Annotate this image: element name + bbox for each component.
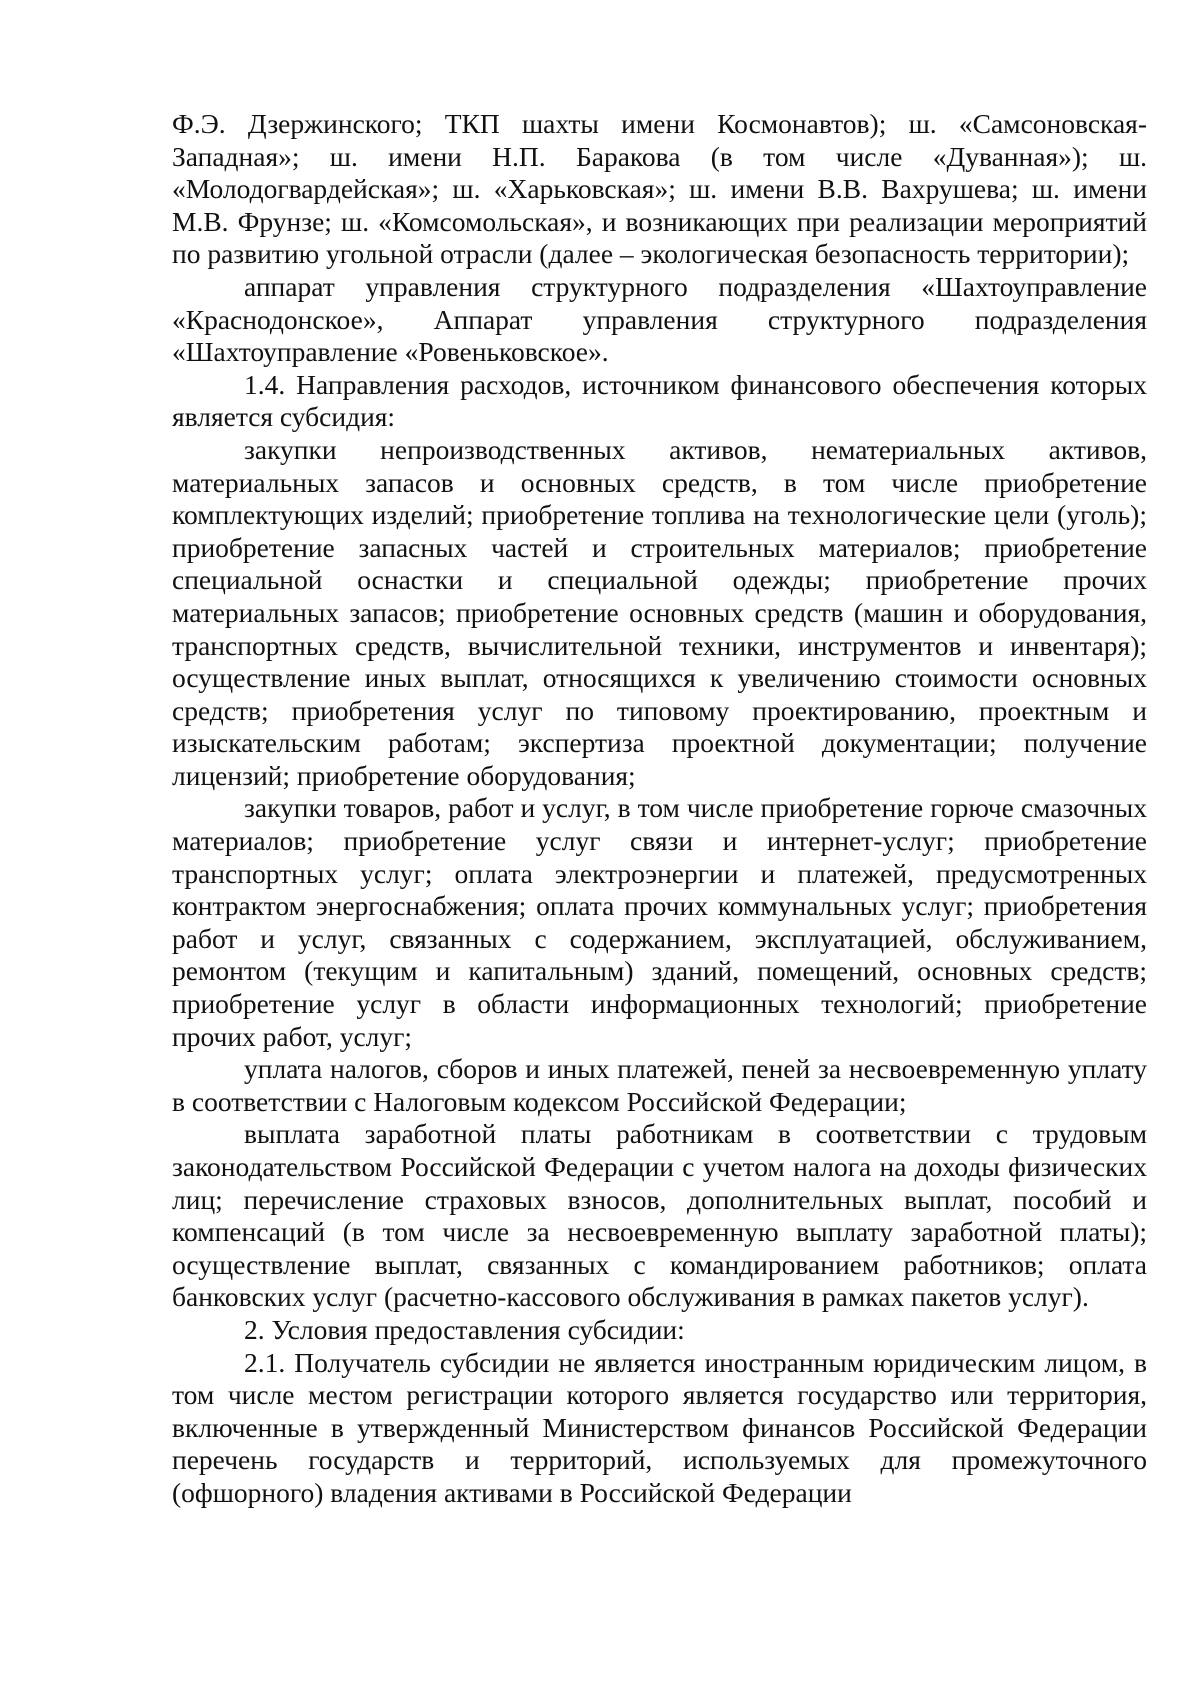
paragraph-non-production-assets: закупки непроизводственных активов, нематериальных активов, материальных запасов и основных средств, в том числе приобретение комплектующих изделий; приобретение топлива на технологические цели (уголь); приобретение запасных частей и строительных материалов; приобретение специальной оснастки и специальной одежды; приобретение прочих материальных запасов; приобретение основных средств (машин и оборудования, транспортных средств, вычислительной техники, инструментов и инвентаря); осуществление иных выплат, относящихся к увеличению стоимости основных средств; приобретения услуг по типовому проектированию, проектным и изыскательским работам; экспертиза проектной документации; получение лицензий; приобретение оборудования; (172, 433, 1147, 791)
paragraph-section-2-1: 2.1. Получатель субсидии не является иностранным юридическим лицом, в том числе местом регистрации которого является государство или территория, включенные в утвержденный Министерством финансов Российской Федерации перечень государств и территорий, используемых для промежуточного (офшорного) владения активами в Российской Федерации (172, 1346, 1147, 1508)
paragraph-goods-works-services: закупки товаров, работ и услуг, в том числе приобретение горюче смазочных материалов; приобретение услуг связи и интернет-услуг; приобретение транспортных услуг; оплата электроэнергии и платежей, предусмотренных контрактом энергоснабжения; оплата прочих коммунальных услуг; приобретения работ и услуг, связанных с содержанием, эксплуатацией, обслуживанием, ремонтом (текущим и капитальным) зданий, помещений, основных средств; приобретение услуг в области информационных технологий; приобретение прочих работ, услуг; (172, 792, 1147, 1052)
document-page (172, 108, 1147, 1510)
paragraph-section-2-heading: 2. Условия предоставления субсидии: (244, 1313, 685, 1345)
paragraph-continuation: Ф.Э. Дзержинского; ТКП шахты имени Космонавтов); ш. «Самсоновская-Западная»; ш. имени Н.П. Баракова (в том числе «Дуванная»); ш. «Молодогвардейская»; ш. «Харьковская»; ш. имени В.В. Вахрушева; ш. имени М.В. Фрунзе; ш. «Комсомольская», и возникающих при реализации мероприятий по развитию угольной отрасли (далее – экологическая безопасность территории); (172, 108, 1147, 270)
paragraph-apparatus: аппарат управления структурного подразделения «Шахтоуправление «Краснодонское», Аппарат управления структурного подразделения «Шахтоуправление «Ровеньковское». (172, 270, 1147, 368)
paragraph-section-1-4: 1.4. Направления расходов, источником финансового обеспечения которых является субсидия: (172, 368, 1147, 433)
paragraph-salaries: выплата заработной платы работникам в соответствии с трудовым законодательством Российской Федерации с учетом налога на доходы физических лиц; перечисление страховых взносов, дополнительных выплат, пособий и компенсаций (в том числе за несвоевременную выплату заработной платы); осуществление выплат, связанных с командированием работников; оплата банковских услуг (расчетно-кассового обслуживания в рамках пакетов услуг). (172, 1118, 1147, 1313)
paragraph-taxes: уплата налогов, сборов и иных платежей, пеней за несвоевременную уплату в соответствии с Налоговым кодексом Российской Федерации; (172, 1053, 1147, 1117)
